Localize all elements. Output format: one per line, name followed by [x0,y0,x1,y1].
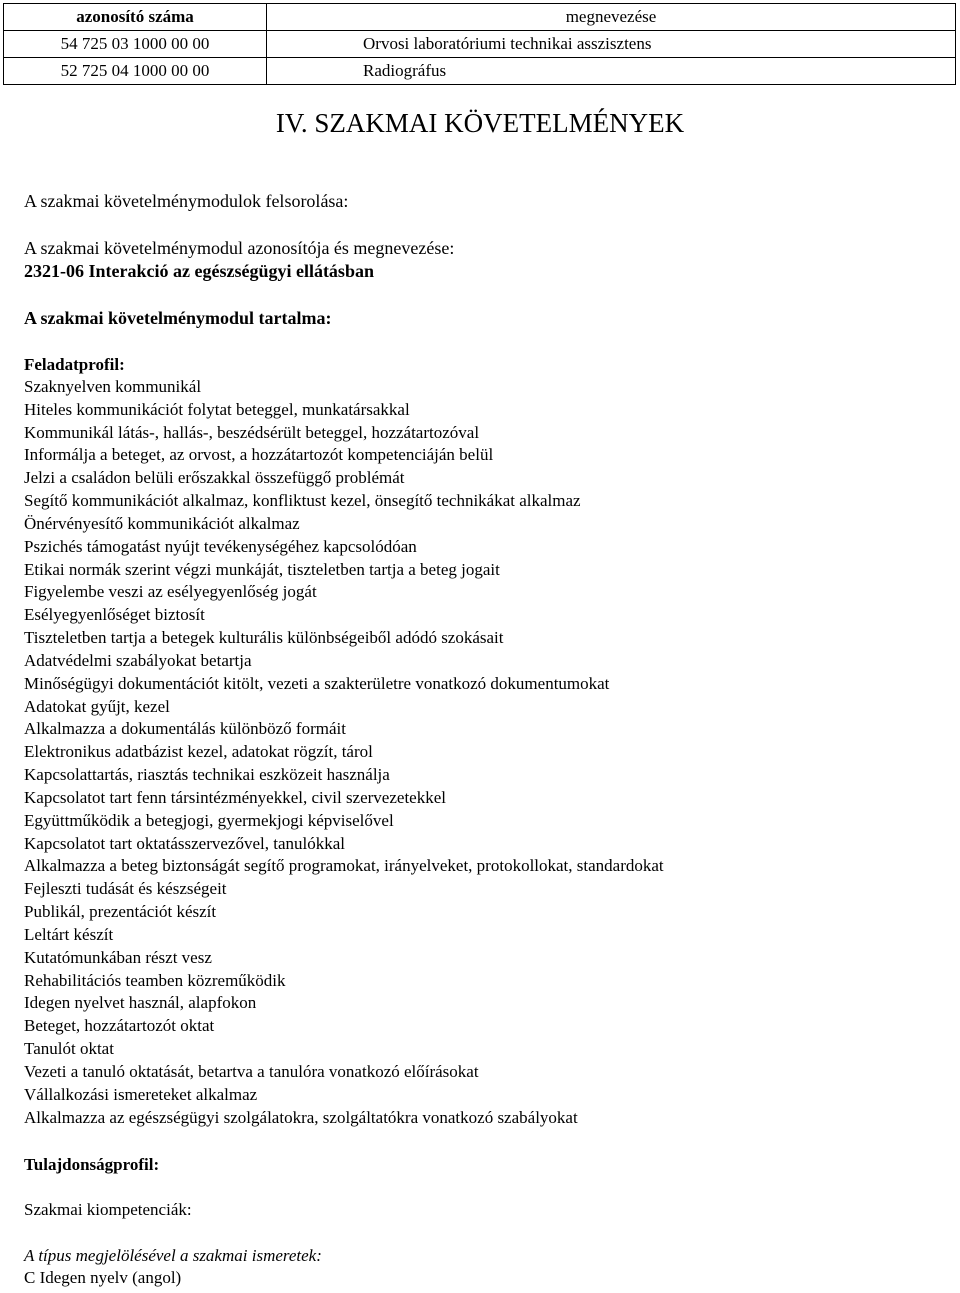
qualification-id-table [3,3,956,85]
list-item: Együttműködik a betegjogi, gyermekjogi képviselővel [24,810,394,830]
list-item: Kapcsolatot tart fenn társintézményekkel, civil szervezetekkel [24,787,446,807]
list-item: Adatvédelmi szabályokat betartja [24,650,252,670]
knowledge-item: C Idegen nyelv (angol) [24,1268,182,1287]
competencies-label: Szakmai kiompetenciák: [24,1200,192,1219]
table-row [4,58,956,85]
list-item: Tiszteletben tartja a betegek kulturális különbségeiből adódó szokásait [24,628,504,648]
qualification-name-cell: Orvosi laboratóriumi technikai asszisztens [267,31,956,58]
list-item: Kutatómunkában részt vesz [24,947,212,967]
list-item: Alkalmazza az egészségügyi szolgálatokra, szolgáltatókra vonatkozó szabályokat [24,1107,578,1127]
list-item: Rehabilitációs teamben közreműködik [24,970,286,990]
list-item: Elektronikus adatbázist kezel, adatokat rögzít, tárol [24,742,373,762]
list-item: Alkalmazza a beteg biztonságát segítő programokat, irányelveket, protokollokat, standardokat [24,856,664,876]
table-row [4,31,956,58]
page-title: IV. SZAKMAI KÖVETELMÉNYEK [275,108,685,138]
list-item: Segítő kommunikációt alkalmaz, konfliktust kezel, önsegítő technikákat alkalmaz [24,491,581,511]
list-item: Figyelembe veszi az esélyegyenlőség jogát [24,582,317,602]
list-item: Hiteles kommunikációt folytat beteggel, munkatársakkal [24,399,410,419]
task-profile-heading: Feladatprofil: [24,355,125,374]
list-item: Fejleszti tudását és készségeit [24,879,227,899]
list-item: Etikai normák szerint végzi munkáját, tiszteletben tartja a beteg jogait [24,559,500,579]
list-item: Leltárt készít [24,924,114,944]
list-item: Önérvényesítő kommunikációt alkalmaz [24,513,300,533]
module-content-heading: A szakmai követelménymodul tartalma: [24,308,332,328]
table-header-row [4,4,956,31]
task-list [24,376,664,1129]
modules-heading: A szakmai követelménymodulok felsorolása: [24,191,349,211]
list-item: Adatokat gyűjt, kezel [24,696,170,716]
list-item: Vezeti a tanuló oktatását, betartva a tanulóra vonatkozó előírásokat [24,1061,479,1081]
qualification-id-cell: 54 725 03 1000 00 00 [4,31,267,58]
list-item: Informálja a beteget, az orvost, a hozzátartozót kompetenciáján belül [24,445,494,465]
list-item: Pszichés támogatást nyújt tevékenységéhez kapcsolódóan [24,536,417,556]
name-column-header: megnevezése [267,4,956,31]
module-id-heading: A szakmai követelménymodul azonosítója és megnevezése: [24,238,455,258]
module-name: 2321-06 Interakció az egészségügyi ellátásban [24,261,374,281]
qualification-name-cell: Radiográfus [267,58,956,85]
id-column-header: azonosító száma [4,4,267,31]
list-item: Tanulót oktat [24,1039,114,1059]
qualification-id-cell: 52 725 04 1000 00 00 [4,58,267,85]
property-profile-heading: Tulajdonságprofil: [24,1155,160,1174]
list-item: Publikál, prezentációt készít [24,902,217,922]
knowledge-type-label: A típus megjelölésével a szakmai ismeretek: [24,1246,322,1265]
list-item: Idegen nyelvet használ, alapfokon [24,993,257,1013]
list-item: Kapcsolatot tart oktatásszervezővel, tanulókkal [24,833,345,853]
list-item: Kommunikál látás-, hallás-, beszédsérült beteggel, hozzátartozóval [24,422,480,442]
list-item: Alkalmazza a dokumentálás különböző formáit [24,719,346,739]
list-item: Vállalkozási ismereteket alkalmaz [24,1084,258,1104]
list-item: Kapcsolattartás, riasztás technikai eszközeit használja [24,765,390,785]
list-item: Szaknyelven kommunikál [24,377,202,396]
list-item: Minőségügyi dokumentációt kitölt, vezeti a szakterületre vonatkozó dokumentumokat [24,673,610,693]
list-item: Esélyegyenlőséget biztosít [24,605,205,625]
list-item: Jelzi a családon belüli erőszakkal összefüggő problémát [24,468,405,488]
list-item: Beteget, hozzátartozót oktat [24,1016,215,1036]
